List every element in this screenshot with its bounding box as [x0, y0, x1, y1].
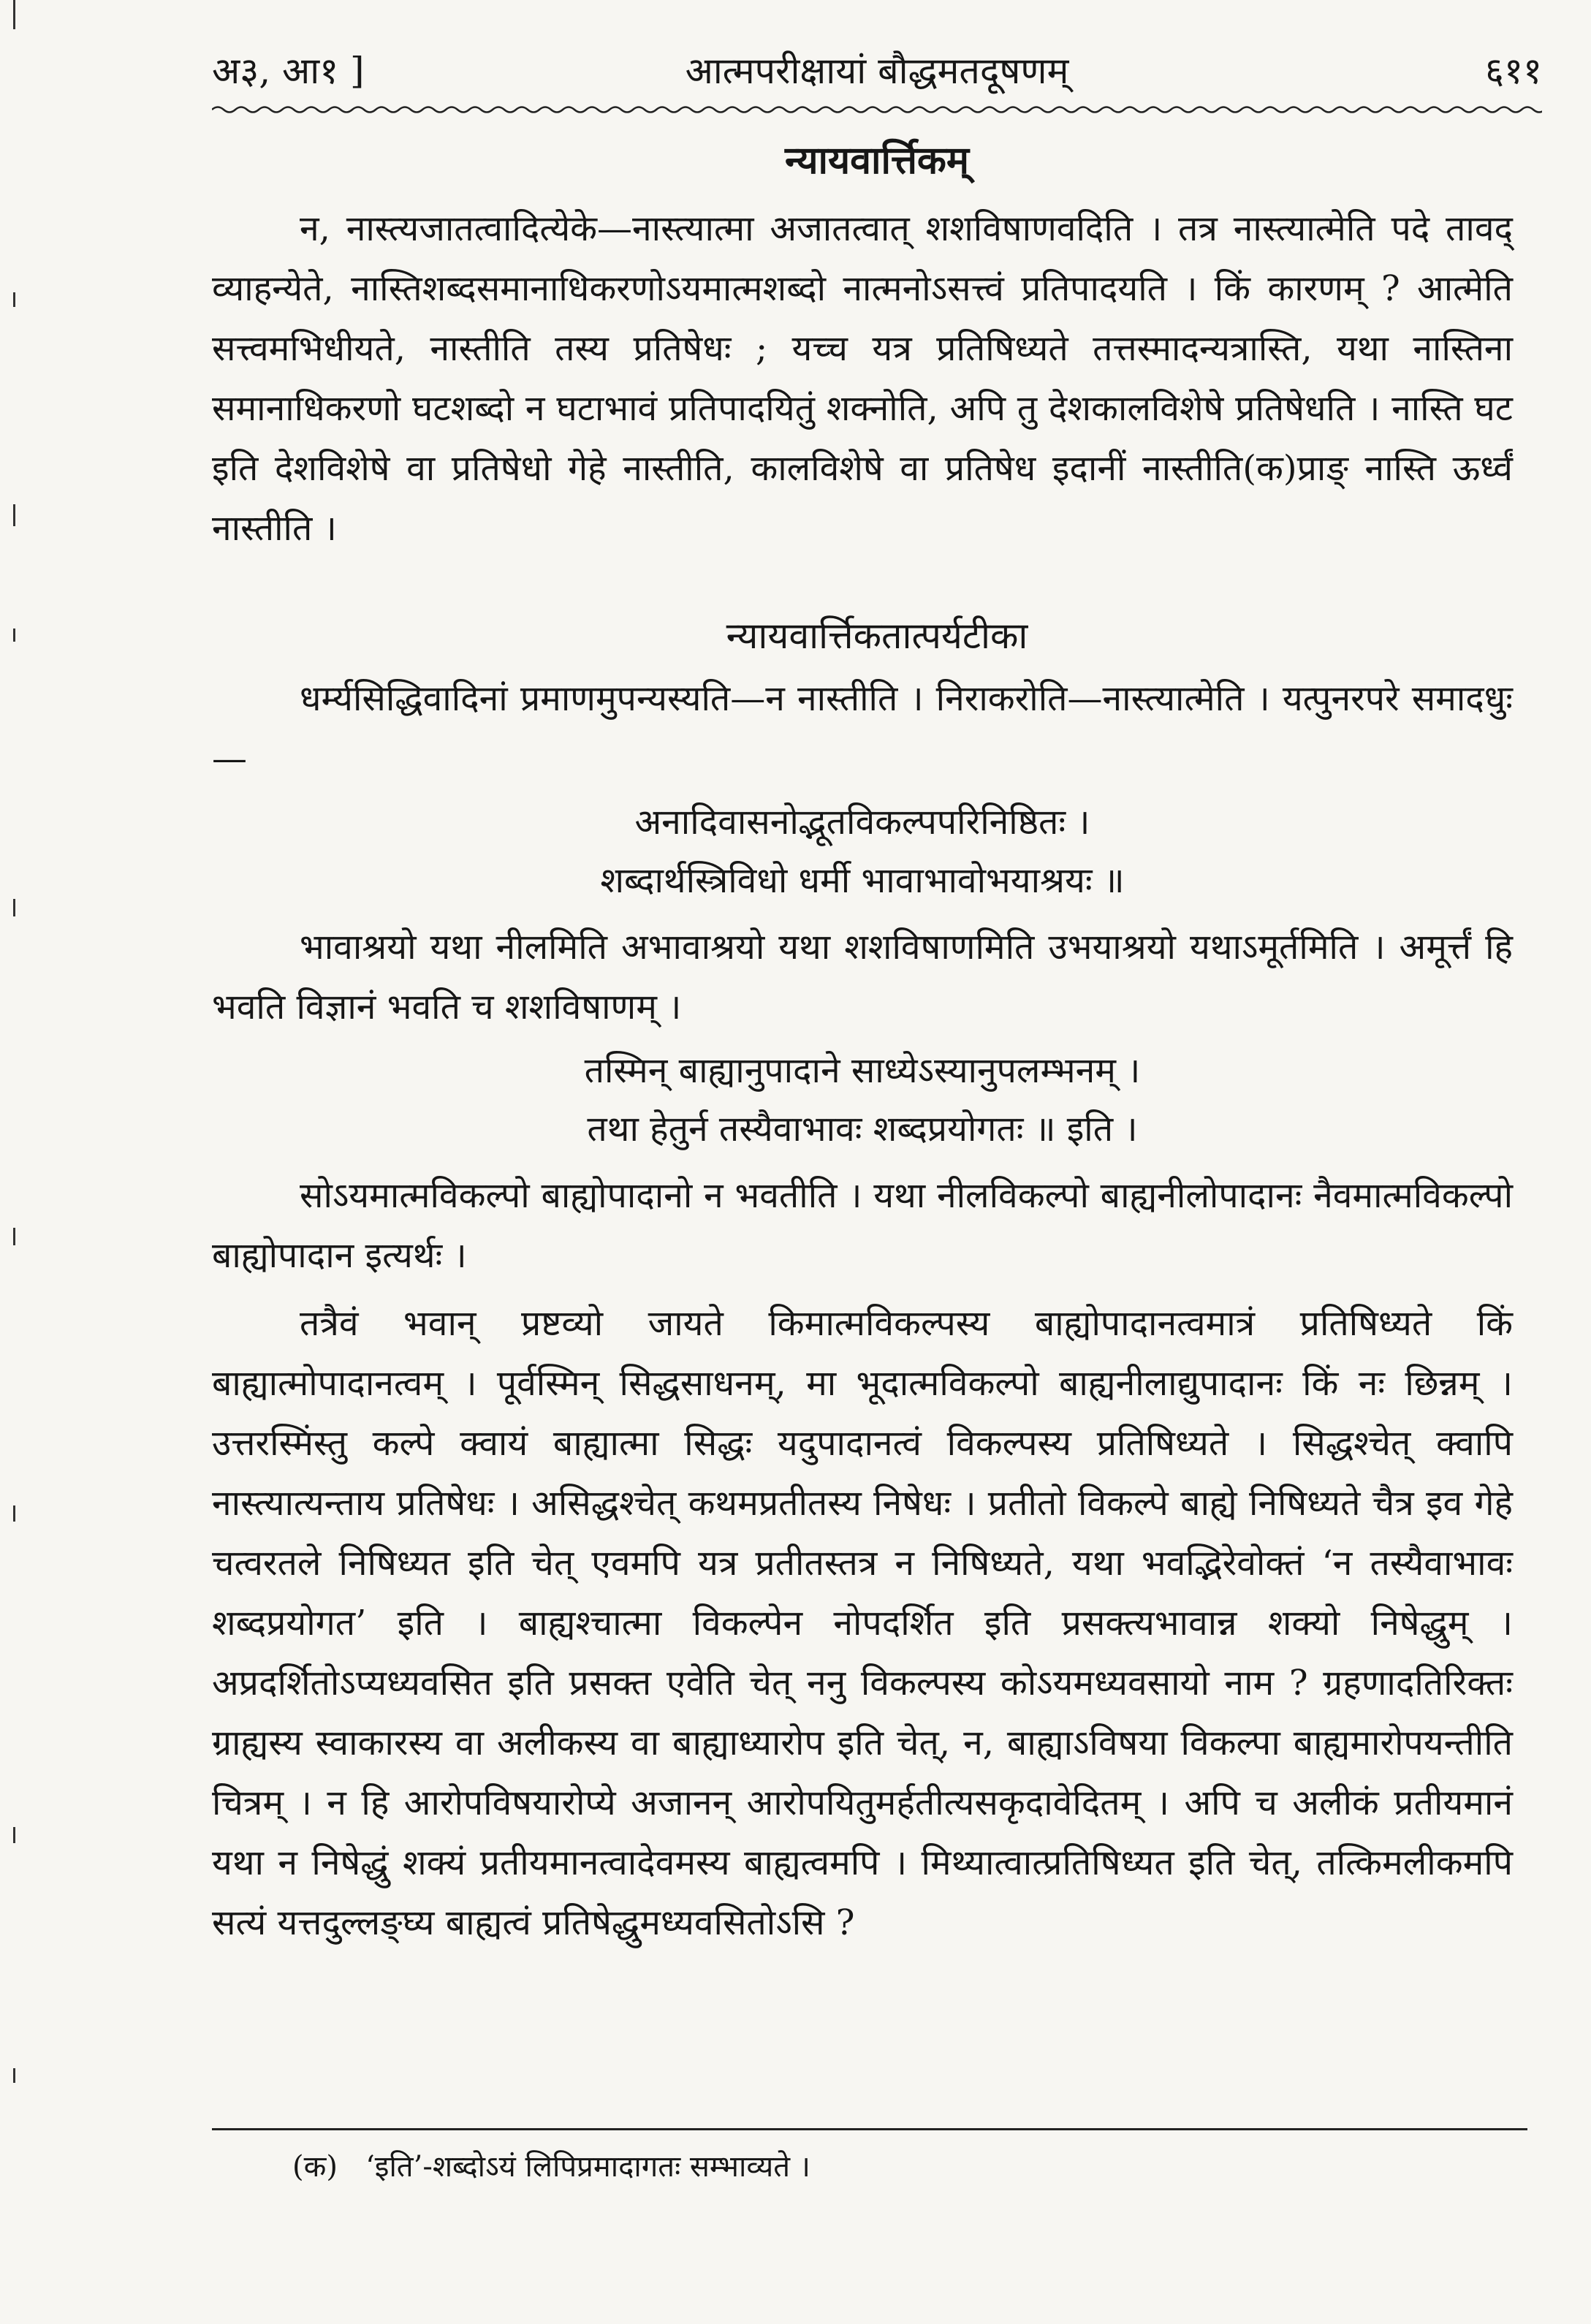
footnote-marker: (क) [292, 2150, 338, 2184]
tika-paragraph-2: भावाश्रयो यथा नीलमिति अभावाश्रयो यथा शशविषाणमिति उभयाश्रयो यथाऽमूर्तमिति । अमूर्त्तं हि भवति विज्ञानं भवति च शशविषाणम् । [212, 927, 1513, 1028]
header-wavy-rule [212, 102, 1542, 117]
footnote [292, 2141, 810, 2192]
header-title: आत्मपरीक्षायां बौद्धमतदूषणम् [685, 50, 1069, 92]
verse-2-line-1: तस्मिन् बाह्यानुपादाने साध्येऽस्यानुपलम्भनम् । [584, 1050, 1141, 1091]
verse-2-line-2: तथा हेतुर्न तस्यैवाभावः शब्दप्रयोगतः ॥ इति । [587, 1109, 1138, 1150]
footnote-rule [212, 2128, 1527, 2130]
section-title-nyayavarttika: न्यायवार्त्तिकम् [785, 138, 969, 183]
footnote-text: ‘इति’-शब्दोऽयं लिपिप्रमादागतः सम्भाव्यते । [365, 2150, 810, 2184]
margin-marks [13, 0, 28, 2324]
tika-paragraph-1: धर्म्यसिद्धिवादिनां प्रमाणमुपन्यस्यति—न नास्तीति । निराकरोति—नास्त्यात्मेति । यत्पुनरपरे समादधुः— [212, 678, 1513, 779]
page-number: ६११ [1485, 50, 1542, 92]
section-title-tatparyatika: न्यायवार्त्तिकतात्पर्यटीका [726, 615, 1028, 657]
running-header [212, 38, 1542, 104]
header-section-ref: अ३, आ१ ] [212, 50, 365, 92]
verse-1-line-2: शब्दार्थस्त्रिविधो धर्मी भावाभावोभयाश्रयः ॥ [600, 860, 1125, 901]
tika-paragraph-4: तत्रैवं भवान् प्रष्टव्यो जायते किमात्मविकल्पस्य बाह्योपादानत्वमात्रं प्रतिषिध्यते किं बाह्यात्मोपादानत्वम् । पूर्वस्मिन् सिद्धसाधनम्, मा भूदात्मविकल्पो बाह्यनीलाद्युपादानः किं नः छिन्नम् । उत्तरस्मिंस्तु कल्पे क्वायं बाह्यात्मा सिद्धः यदुपादानत्वं विकल्पस्य प्रतिषिध्यते । सिद्धश्चेत् क्वापि नास्त्यात्यन्ताय प्रतिषेधः । असिद्धश्चेत् कथमप्रतीतस्य निषेधः । प्रतीतो विकल्पे बाह्ये निषिध्यते चैत्र इव गेहे चत्वरतले निषिध्यत इति चेत् एवमपि यत्र प्रतीतस्तत्र न निषिध्यते, यथा भवद्भिरेवोक्तं ‘न तस्यैवाभावः शब्दप्रयोगत’ इति । बाह्यश्चात्मा विकल्पेन नोपदर्शित इति प्रसक्त्यभावान्न शक्यो निषेद्धुम् । अप्रदर्शितोऽप्यध्यवसित इति प्रसक्त एवेति चेत् ननु विकल्पस्य कोऽयमध्यवसायो नाम ? ग्रहणादतिरिक्तः ग्राह्यस्य स्वाकारस्य वा अलीकस्य वा बाह्याध्यारोप इति चेत्, न, बाह्याऽविषया विकल्पा बाह्यमारोपयन्तीति चित्रम् । न हि आरोपविषयारोप्ये अजानन् आरोपयितुमर्हतीत्यसकृदावेदितम् । अपि च अलीकं प्रतीयमानं यथा न निषेद्धुं शक्यं प्रतीयमानत्वादेवमस्य बाह्यत्वमपि । मिथ्यात्वात्प्रतिषिध्यत इति चेत्, तत्किमलीकमपि सत्यं यत्तदुल्लङ्घ्य बाह्यत्वं प्रतिषेद्धुमध्यवसितोऽसि ? [212, 1303, 1513, 1943]
nyayavarttika-paragraph: न, नास्त्यजातत्वादित्येके—नास्त्यात्मा अजातत्वात् शशविषाणवदिति । तत्र नास्त्यात्मेति पदे तावद् व्याहन्येते, नास्तिशब्दसमानाधिकरणोऽयमात्मशब्दो नात्मनोऽसत्त्वं प्रतिपादयति । किं कारणम् ? आत्मेति सत्त्वमभिधीयते, नास्तीति तस्य प्रतिषेधः ; यच्च यत्र प्रतिषिध्यते तत्तस्मादन्यत्रास्ति, यथा नास्तिना समानाधिकरणो घटशब्दो न घटाभावं प्रतिपादयितुं शक्नोति, अपि तु देशकालविशेषे प्रतिषेधति । नास्ति घट इति देशविशेषे वा प्रतिषेधो गेहे नास्तीति, कालविशेषे वा प्रतिषेध इदानीं नास्तीति(क)प्राङ् नास्ति ऊर्ध्वं नास्तीति । [212, 208, 1513, 549]
verse-1-line-1: अनादिवासनोद्भूतविकल्पपरिनिष्ठितः । [634, 802, 1090, 843]
tika-paragraph-3: सोऽयमात्मविकल्पो बाह्योपादानो न भवतीति । यथा नीलविकल्पो बाह्यनीलोपादानः नैवमात्मविकल्पो बाह्योपादान इत्यर्थः । [212, 1175, 1513, 1276]
